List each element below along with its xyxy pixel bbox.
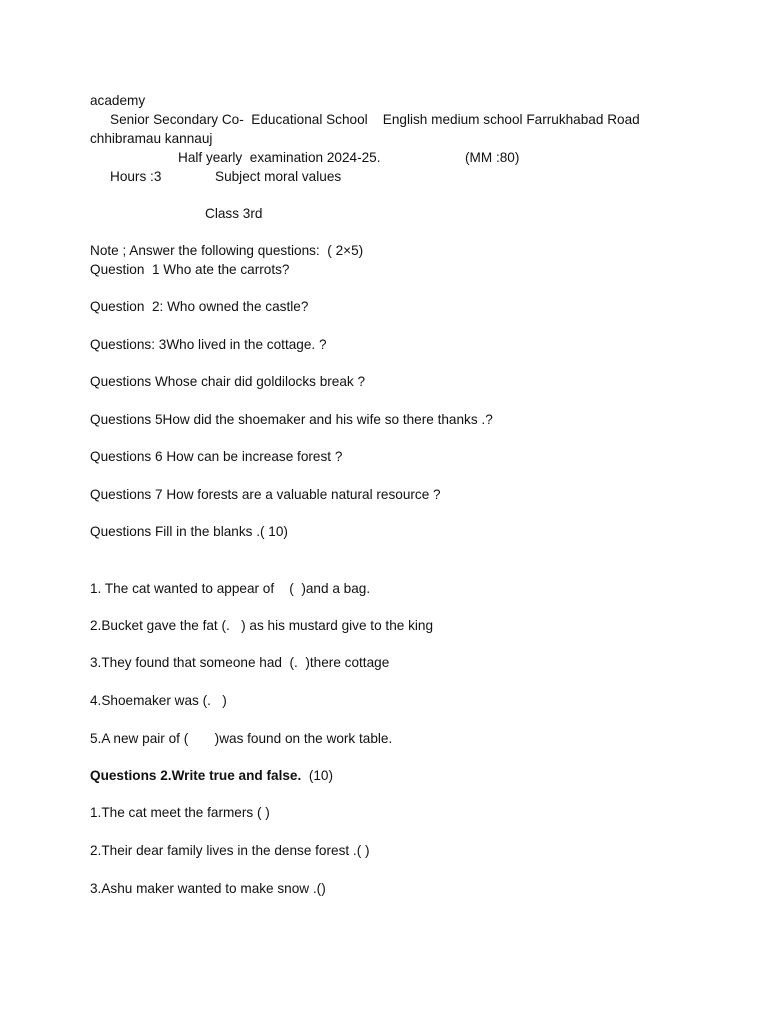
question-item: Questions 5How did the shoemaker and his wife so there thanks .? xyxy=(90,412,493,427)
exam-title: Half yearly examination 2024-25. xyxy=(178,150,381,165)
question-item: Questions 6 How can be increase forest ? xyxy=(90,449,343,464)
exam-class: Class 3rd xyxy=(205,206,263,221)
fill-blank-item: 2.Bucket gave the fat (. ) as his mustard give to the king xyxy=(90,618,434,633)
question-item: Question 1 Who ate the carrots? xyxy=(90,262,290,277)
true-false-item: 3.Ashu maker wanted to make snow .() xyxy=(90,881,326,896)
question-item: Questions Whose chair did goldilocks break ? xyxy=(90,374,366,389)
true-false-item: 1.The cat meet the farmers ( ) xyxy=(90,805,270,820)
school-name-line2: chhibramau kannauj xyxy=(90,131,213,146)
question-item: Question 2: Who owned the castle? xyxy=(90,299,309,314)
exam-subject: Subject moral values xyxy=(215,169,342,184)
fill-blank-item: 3.They found that someone had (. )there cottage xyxy=(90,655,390,670)
fill-blank-item: 1. The cat wanted to appear of ( )and a bag. xyxy=(90,581,371,596)
fill-blank-item: 5.A new pair of ( )was found on the work table. xyxy=(90,731,393,746)
fill-blanks-heading: Questions Fill in the blanks .( 10) xyxy=(90,524,288,539)
fill-blank-item: 4.Shoemaker was (. ) xyxy=(90,693,227,708)
true-false-heading-text: Questions 2.Write true and false. xyxy=(90,768,302,783)
question-item: Questions: 3Who lived in the cottage. ? xyxy=(90,337,327,352)
academy-label: academy xyxy=(90,93,146,108)
school-name-line1: Senior Secondary Co- Educational School English medium school Farrukhabad Road xyxy=(110,112,640,127)
section1-note: Note ; Answer the following questions: ( 2×5) xyxy=(90,243,364,258)
true-false-item: 2.Their dear family lives in the dense forest .( ) xyxy=(90,843,370,858)
exam-hours: Hours :3 xyxy=(110,169,162,184)
true-false-heading xyxy=(90,768,333,784)
true-false-marks: (10) xyxy=(301,768,333,783)
max-marks: (MM :80) xyxy=(465,150,520,165)
question-item: Questions 7 How forests are a valuable natural resource ? xyxy=(90,487,441,502)
